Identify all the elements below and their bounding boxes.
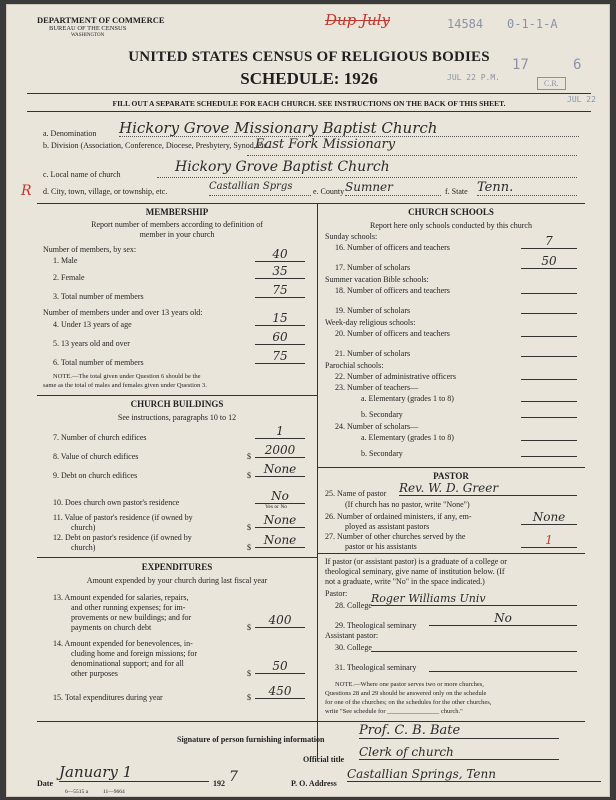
date-label: Date — [37, 779, 53, 788]
division-label: b. Division (Association, Conference, Diocese, Presbytery, Synod, etc. — [43, 141, 270, 150]
signature-value: Prof. C. B. Bate — [359, 723, 559, 739]
q14-label-a: 14. Amount expended for benevolences, in- — [53, 639, 193, 648]
stamp-number: 17 — [512, 57, 529, 73]
pastor-title: PASTOR — [433, 471, 469, 481]
q2-value: 35 — [255, 264, 305, 279]
date-value: January 1 — [59, 763, 209, 782]
q27-label-b: pastor or his assistants — [345, 542, 417, 551]
q12-label-a: 12. Debt on pastor's residence (if owned by — [53, 533, 192, 542]
q10-label: 10. Does church own pastor's residence — [53, 498, 180, 507]
bureau-label: BUREAU OF THE CENSUS — [49, 25, 127, 32]
q8-value: 2000 — [255, 443, 305, 458]
q13-label-a: 13. Amount expended for salaries, repairs, — [53, 593, 189, 602]
q11-label-b: church) — [71, 523, 96, 532]
buildings-title: CHURCH BUILDINGS — [130, 399, 224, 409]
q26-label-a: 26. Number of ordained ministers, if any, em- — [325, 512, 472, 521]
city-town-value: Castallian Sprgs — [209, 181, 311, 196]
form-number-2: 11—9664 — [103, 789, 125, 795]
cr-stamp: C.R. — [537, 77, 566, 90]
po-address-label: P. O. Address — [291, 779, 337, 788]
local-name-value: Hickory Grove Baptist Church — [157, 159, 577, 178]
grad-note-1: If pastor (or assistant pastor) is a graduate of a college or — [325, 557, 507, 566]
q1-value: 40 — [255, 247, 305, 262]
red-scrawl: Dup July — [325, 11, 391, 29]
pastor-note-1: NOTE.—Where one pastor serves two or more churches, — [335, 681, 484, 688]
membership-intro-2: member in your church — [139, 230, 215, 239]
code-stamp: 0-1-1-A — [507, 17, 558, 31]
state-label: f. State — [445, 187, 468, 196]
official-title-label: Official title — [303, 755, 345, 764]
q13-label-d: payments on church debt — [71, 623, 152, 632]
q6-value: 75 — [255, 349, 305, 364]
q7-value: 1 — [255, 424, 305, 439]
q9-value: None — [255, 462, 305, 477]
division-value: East Fork Missionary — [255, 137, 396, 152]
q4-label: 4. Under 13 years of age — [53, 320, 132, 329]
pastor-note-3: for one of the churches; on the schedules for the other churches, — [325, 699, 492, 706]
q9-dollar: $ — [247, 471, 251, 480]
q24-label: 24. Number of scholars— — [335, 422, 419, 431]
instruction-line: FILL OUT A SEPARATE SCHEDULE FOR EACH CHURCH. SEE INSTRUCTIONS ON THE BACK OF THIS SHEET. — [112, 99, 506, 108]
q22-label: 22. Number of administrative officers — [335, 372, 456, 381]
census-schedule-page — [6, 4, 610, 797]
q12-label-b: church) — [71, 543, 96, 552]
grad-note-2: theological seminary, give name of institution below. (If — [325, 567, 505, 576]
q5-value: 60 — [255, 330, 305, 345]
q17-value: 50 — [521, 254, 577, 269]
q14-dollar: $ — [247, 669, 251, 678]
buildings-sub: See instructions, paragraphs 10 to 12 — [117, 413, 237, 422]
q3-label: 3. Total number of members — [53, 292, 144, 301]
stamp-number-2: 6 — [573, 57, 582, 73]
schools-intro: Report here only schools conducted by this church — [370, 221, 532, 230]
q24b-label: b. Secondary — [361, 449, 403, 458]
pastor-note-2: Questions 28 and 29 should be answered only on the schedule — [325, 690, 487, 697]
q11-dollar: $ — [247, 523, 251, 532]
denomination-value: Hickory Grove Missionary Baptist Church — [119, 119, 579, 137]
q28-value: Roger Williams Univ — [371, 592, 577, 606]
q17-label: 17. Number of scholars — [335, 263, 411, 272]
form-subtitle: SCHEDULE: 1926 — [240, 69, 378, 88]
q11-value: None — [255, 513, 305, 528]
q19-label: 19. Number of scholars — [335, 306, 411, 315]
city-town-label: d. City, town, village, or township, etc. — [43, 187, 168, 196]
membership-note-2: same as the total of males and females given under Question 3. — [43, 382, 207, 389]
county-label: e. County — [313, 187, 345, 196]
q23b-label: b. Secondary — [361, 410, 403, 419]
form-number: 6—5515 a — [65, 789, 89, 795]
q12-value: None — [255, 533, 305, 548]
membership-note-1: NOTE.—The total given under Question 6 should be the — [53, 373, 201, 380]
members-by-sex: Number of members, by sex: — [43, 245, 137, 254]
q29-label: 29. Theological seminary — [335, 621, 417, 630]
grad-note-3: not a graduate, write "No" in the space indicated.) — [325, 577, 485, 586]
q16-value: 7 — [521, 234, 577, 249]
under-over-label: Number of members under and over 13 years old: — [43, 308, 203, 317]
po-address-value: Castallian Springs, Tenn — [347, 767, 601, 782]
official-title-value: Clerk of church — [359, 745, 559, 760]
q25-value: Rev. W. D. Greer — [399, 481, 577, 496]
expenditures-title: EXPENDITURES — [141, 562, 213, 572]
year-prefix: 192 — [213, 779, 225, 788]
schools-title: CHURCH SCHOOLS — [408, 207, 494, 217]
q23-label: 23. Number of teachers— — [335, 383, 419, 392]
year-value: 7 — [229, 769, 238, 785]
q15-value: 450 — [255, 684, 305, 699]
yes-no-hint: Yes or No — [265, 504, 288, 510]
q1-label: 1. Male — [53, 256, 78, 265]
q9-label: 9. Debt on church edifices — [53, 471, 138, 480]
pastor-sub-label: Pastor: — [325, 589, 348, 598]
q7-label: 7. Number of church edifices — [53, 433, 147, 442]
q16-label: 16. Number of officers and teachers — [335, 243, 450, 252]
q18-label: 18. Number of officers and teachers — [335, 286, 450, 295]
q23a-label: a. Elementary (grades 1 to 8) — [361, 394, 454, 403]
q8-label: 8. Value of church edifices — [53, 452, 139, 461]
q20-label: 20. Number of officers and teachers — [335, 329, 450, 338]
file-number-stamp: 14584 — [447, 17, 484, 31]
sunday-schools-label: Sunday schools: — [325, 232, 378, 241]
q26-label-b: ployed as assistant pastors — [345, 522, 430, 531]
expenditures-sub: Amount expended by your church during last fiscal year — [86, 576, 268, 585]
parochial-schools-label: Parochial schools: — [325, 361, 384, 370]
q21-label: 21. Number of scholars — [335, 349, 411, 358]
date-stamp: JUL 22 P.M. — [447, 73, 500, 82]
date-stamp-2: JUL 22 — [567, 95, 596, 104]
q26-value: None — [521, 510, 577, 525]
q4-value: 15 — [255, 311, 305, 326]
q14-label-d: other purposes — [71, 669, 118, 678]
q2-label: 2. Female — [53, 273, 85, 282]
q8-dollar: $ — [247, 452, 251, 461]
q25-label: 25. Name of pastor — [325, 489, 387, 498]
q3-value: 75 — [255, 283, 305, 298]
pastor-note-4: write "See schedule for ________________ church." — [325, 708, 463, 715]
membership-intro-1: Report number of members according to definition of — [91, 220, 263, 229]
q14-label-b: cluding home and foreign missions; for — [71, 649, 197, 658]
city-label: WASHINGTON — [71, 33, 105, 38]
q24a-label: a. Elementary (grades 1 to 8) — [361, 433, 454, 442]
q14-label-c: denominational support; and for all — [71, 659, 184, 668]
q15-label: 15. Total expenditures during year — [53, 693, 163, 702]
q11-label-a: 11. Value of pastor's residence (if owned by — [53, 513, 193, 522]
membership-title: MEMBERSHIP — [145, 207, 209, 217]
county-value: Sumner — [345, 180, 441, 196]
q29-value: No — [429, 611, 577, 626]
weekday-schools-label: Week-day religious schools: — [325, 318, 416, 327]
department-label: DEPARTMENT OF COMMERCE — [37, 15, 165, 25]
q27-value: 1 — [521, 533, 577, 548]
q12-dollar: $ — [247, 543, 251, 552]
signature-label: Signature of person furnishing information — [177, 735, 325, 744]
q15-dollar: $ — [247, 693, 251, 702]
denomination-label: a. Denomination — [43, 129, 97, 138]
q25-note: (If church has no pastor, write "None") — [345, 500, 470, 509]
q13-label-b: and other running expenses; for im- — [71, 603, 186, 612]
q30-label: 30. College — [335, 643, 372, 652]
q13-value: 400 — [255, 613, 305, 628]
form-title: UNITED STATES CENSUS OF RELIGIOUS BODIES — [128, 49, 490, 65]
q27-label-a: 27. Number of other churches served by the — [325, 532, 466, 541]
q31-label: 31. Theological seminary — [335, 663, 417, 672]
state-value: Tenn. — [477, 180, 577, 196]
margin-r-mark: R — [21, 183, 32, 199]
q6-label: 6. Total number of members — [53, 358, 144, 367]
q13-label-c: provements or new buildings; and for — [71, 613, 192, 622]
assistant-sub-label: Assistant pastor: — [325, 631, 379, 640]
q14-value: 50 — [255, 659, 305, 674]
local-name-label: c. Local name of church — [43, 170, 121, 179]
q10-value: No — [255, 489, 305, 504]
summer-schools-label: Summer vacation Bible schools: — [325, 275, 429, 284]
q28-label: 28. College — [335, 601, 372, 610]
q5-label: 5. 13 years old and over — [53, 339, 130, 348]
q13-dollar: $ — [247, 623, 251, 632]
